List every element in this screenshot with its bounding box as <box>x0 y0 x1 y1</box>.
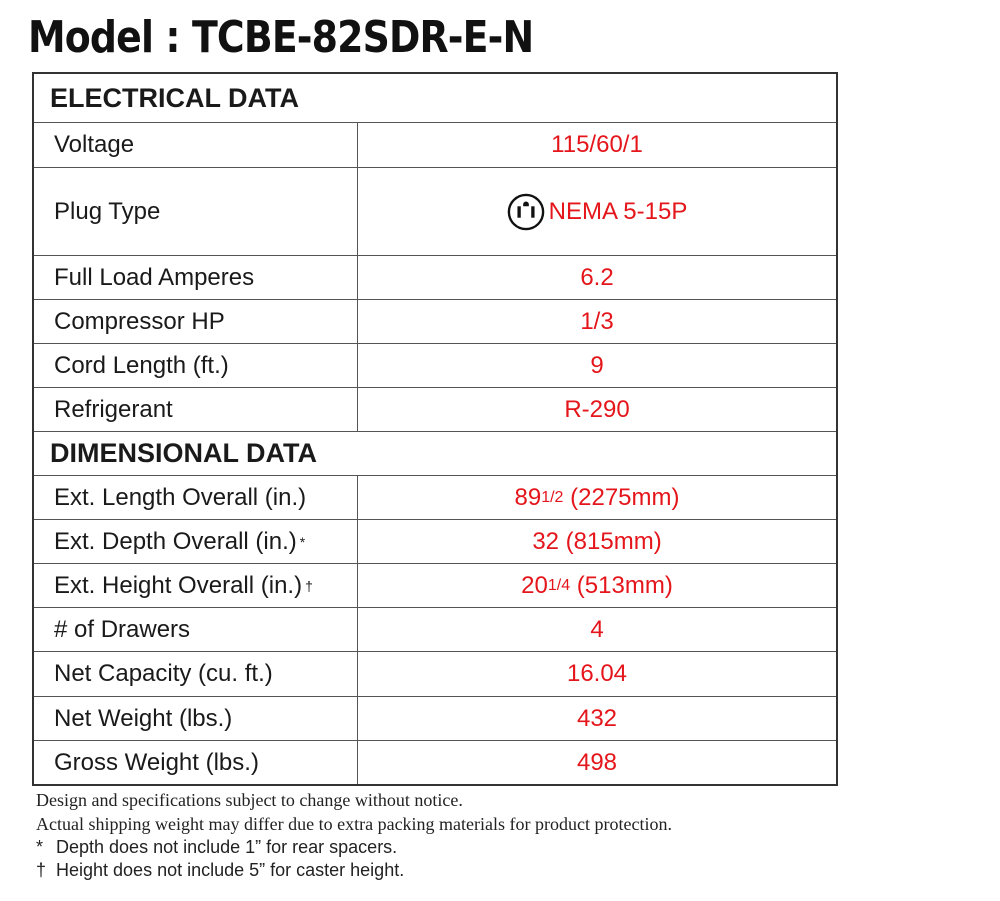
height-footnote-symbol: † <box>36 860 47 880</box>
amps-label: Full Load Amperes <box>34 256 358 299</box>
depth-footnote <box>36 836 672 859</box>
electrical-heading: ELECTRICAL DATA <box>50 82 299 113</box>
table-row <box>34 122 836 167</box>
nema-plug-icon <box>507 193 545 231</box>
length-metric: (2275mm) <box>570 483 680 511</box>
compressor-hp-value: 1/3 <box>580 307 614 335</box>
depth-value: 32 (815mm) <box>532 527 662 555</box>
table-row <box>34 255 836 299</box>
refrigerant-label: Refrigerant <box>34 388 358 431</box>
height-fraction: 1/4 <box>547 576 571 594</box>
height-value <box>358 564 836 607</box>
cord-length-label: Cord Length (ft.) <box>34 344 358 387</box>
dimensional-heading: DIMENSIONAL DATA <box>50 438 317 468</box>
amps-value: 6.2 <box>580 263 614 291</box>
voltage-value: 115/60/1 <box>551 131 643 158</box>
table-row <box>34 299 836 343</box>
table-row <box>34 519 836 563</box>
height-footnote-text: Height does not include 5” for caster height. <box>56 860 405 880</box>
shipping-weight-note: Actual shipping weight may differ due to extra packing materials for product protection. <box>36 814 672 834</box>
refrigerant-value: R-290 <box>564 395 630 423</box>
length-value <box>358 476 836 519</box>
height-whole: 20 <box>521 571 548 599</box>
plug-type-label: Plug Type <box>34 168 358 255</box>
table-row <box>34 563 836 607</box>
height-label-cell <box>34 564 358 607</box>
height-footnote-mark: † <box>305 577 313 594</box>
table-row <box>34 343 836 387</box>
capacity-label: Net Capacity (cu. ft.) <box>34 652 358 696</box>
gross-weight-label: Gross Weight (lbs.) <box>34 741 358 784</box>
table-row <box>34 696 836 740</box>
compressor-hp-label: Compressor HP <box>34 300 358 343</box>
electrical-section-header <box>34 74 836 122</box>
drawers-value: 4 <box>590 615 604 643</box>
depth-footnote-text: Depth does not include 1” for rear spacers. <box>56 837 398 857</box>
net-weight-label: Net Weight (lbs.) <box>34 697 358 740</box>
length-label: Ext. Length Overall (in.) <box>34 476 358 519</box>
cord-length-value: 9 <box>590 351 604 379</box>
depth-label-cell <box>34 520 358 563</box>
net-weight-value: 432 <box>576 704 618 732</box>
gross-weight-value: 498 <box>576 748 618 776</box>
drawers-label: # of Drawers <box>34 608 358 651</box>
disclaimer-line: Design and specifications subject to change without notice. <box>36 790 463 810</box>
capacity-value: 16.04 <box>566 660 628 687</box>
model-title: Model : TCBE-82SDR-E-N <box>28 12 534 63</box>
spec-table <box>32 72 838 786</box>
table-row <box>34 651 836 696</box>
plug-type-value <box>358 168 836 255</box>
depth-label: Ext. Depth Overall (in.) <box>54 527 297 555</box>
length-fraction: 1/2 <box>541 488 564 506</box>
table-row <box>34 387 836 431</box>
voltage-label: Voltage <box>34 123 358 167</box>
table-row <box>34 740 836 784</box>
plug-type-text: NEMA 5-15P <box>548 197 688 225</box>
footnotes <box>36 788 672 882</box>
depth-footnote-symbol: * <box>36 837 44 857</box>
table-row <box>34 475 836 519</box>
height-footnote <box>36 859 672 882</box>
table-row <box>34 607 836 651</box>
table-row <box>34 167 836 255</box>
height-metric: (513mm) <box>576 571 673 599</box>
depth-footnote-mark: * <box>299 533 306 550</box>
height-label: Ext. Height Overall (in.) <box>54 571 303 599</box>
length-whole: 89 <box>514 483 542 511</box>
dimensional-section-header <box>34 431 836 475</box>
